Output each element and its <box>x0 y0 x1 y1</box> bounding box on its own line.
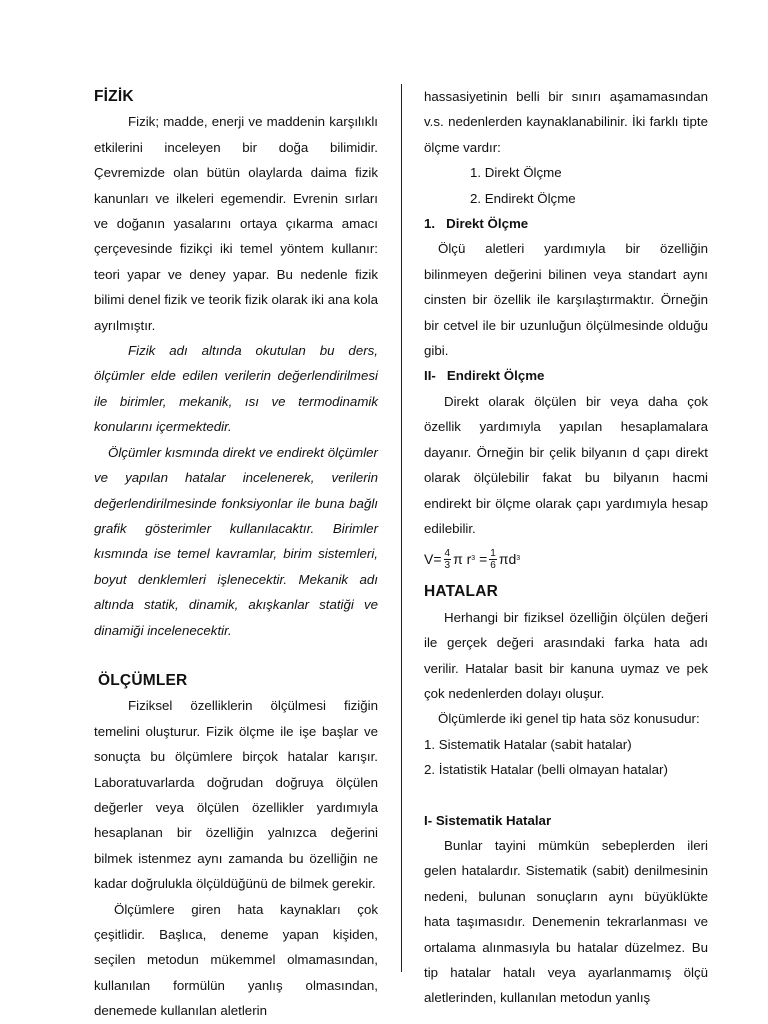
fraction-numerator: 4 <box>444 547 451 559</box>
paragraph-error-sources-cont: hassasiyetinin belli bir sınırı aşamamasından v.s. nedenlerden kaynaklanabilinir. İki farklı tipte ölçme vardır: <box>424 89 708 155</box>
column-divider <box>401 84 402 972</box>
volume-formula <box>424 545 708 573</box>
list-item-direkt: 1. Direkt Ölçme <box>470 165 562 181</box>
fraction-four-thirds <box>444 548 452 571</box>
heading-direkt-olcme: 1. Direkt Ölçme <box>424 216 529 232</box>
left-column <box>94 84 378 1024</box>
list-item-istatistik: 2. İstatistik Hatalar (belli olmayan hatalar) <box>424 762 668 778</box>
right-column <box>424 84 708 1011</box>
fraction-denominator: 6 <box>490 559 496 571</box>
spacer <box>94 643 378 668</box>
section-title-hatalar: HATALAR <box>424 583 499 601</box>
list-item-sistematik: 1. Sistematik Hatalar (sabit hatalar) <box>424 736 632 752</box>
fraction-numerator: 1 <box>490 547 496 559</box>
fraction-one-sixth <box>489 548 497 571</box>
formula-pi-d: πd <box>498 551 517 568</box>
section-title-olcumler: ÖLÇÜMLER <box>98 671 188 689</box>
paragraph-hata-types: Ölçümlerde iki genel tip hata söz konusudur: <box>438 711 700 727</box>
paragraph-olcumler-intro: Fiziksel özelliklerin ölçülmesi fiziğin temelini oluşturur. Fizik ölçme ile işe başlar ve sonuçta bu ölçümlere birçok hatalar karışır. Laboratuvarlarda doğrudan doğruya ölçülen değerler veya ölçülen özellikler yardımıyla hesaplanan bir özelliğin yalnızca değerini bilmek istenmez aynı zamanda bu özelliğin ne kadar doğrulukla ölçüldüğünü de bilmek gerekir. <box>94 698 378 892</box>
paragraph-direkt-olcme: Ölçü aletleri yardımıyla bir özelliğin bilinmeyen değerini bilinen veya standart aynı cinsten bir özellik ile karşılaştırmaktır. Örneğin bir cetvel ile bir uzunluğun ölçülmesinde olduğu gibi. <box>424 241 708 359</box>
section-title-fizik: FİZİK <box>94 88 134 105</box>
heading-sistematik-hatalar: I- Sistematik Hatalar <box>424 812 552 828</box>
formula-equals: = <box>475 551 488 568</box>
formula-lhs: V= <box>424 551 442 568</box>
heading-endirekt-olcme: II- Endirekt Ölçme <box>424 368 545 384</box>
paragraph-fizik-intro: Fizik; madde, enerji ve maddenin karşılıklı etkilerini inceleyen bir doğa bilimidir. Çevremizde olan bütün olaylarda daima fizik kanunları ve ilkeleri egemendir. Evrenin sırları ve doğanın yasalarını ortaya çıkarma amacı çerçevesinde fizikçi iki temel yöntem kullanır: teori yapar ve deney yapar. Bu nedenle fizik bilimi denel fizik ve teorik fizik olarak iki ana kola ayrılmıştır. <box>94 114 378 333</box>
formula-exponent: 3 <box>471 555 476 563</box>
fraction-denominator: 3 <box>444 559 451 571</box>
paragraph-endirekt-olcme: Direkt olarak ölçülen bir veya daha çok özellik yardımıyla yapılan hesaplamalara dayanır. Örneğin bir çelik bilyanın d çapı direkt olarak ölçülebilir fakat bu bilyanın hacmi endirekt bir ölçme olarak çapı yardımıyla hesap edilebilir. <box>424 393 708 536</box>
formula-pi-r: π r <box>453 551 472 568</box>
list-item-endirekt: 2. Endirekt Ölçme <box>470 190 576 206</box>
paragraph-course-outline: Ölçümler kısmında direkt ve endirekt ölçümler ve yapılan hatalar incelenerek, verilerin değerlendirilmesinde fonksiyonlar ile buna bağlı grafik gösterimler kullanılacaktır. Birimler kısmında ise temel kavramlar, birim sistemleri, boyut denklemleri işlenecektir. Mekanik adı altında statik, dinamik, akışkanlar statiği ve dinamiği incelenecektir. <box>94 444 378 638</box>
paragraph-course-scope: Fizik adı altında okutulan bu ders, ölçümler elde edilen verilerin değerlendirilmesi ile birimler, mekanik, ısı ve termodinamik konularını içermektedir. <box>94 343 378 435</box>
formula-exponent: 3 <box>516 555 521 563</box>
paragraph-hata-definition: Herhangi bir fiziksel özelliğin ölçülen değeri ile gerçek değeri arasındaki farka hata adı verilir. Hatalar basit bir kanuna uymaz ve pek çok nedenlerden dolayı oluşur. <box>424 609 708 701</box>
spacer <box>424 783 708 808</box>
paragraph-sistematik-hatalar: Bunlar tayini mümkün sebeplerden ileri gelen hatalardır. Sistematik (sabit) denilmesinin nedeni, bulunan sonuçların aynı büyüklükte hata taşımasıdır. Denemenin tekrarlanması ve ortalama alınmasıyla bu hatalar düzelmez. Bu tip hatalar hatalı veya ayarlanmamış ölçü aletlerinden, kullanılan metodun yanlış <box>424 837 708 1006</box>
paragraph-error-sources: Ölçümlere giren hata kaynakları çok çeşitlidir. Başlıca, deneme yapan kişiden, seçilen metodun mükemmel olmamasından, kullanılan formülün yanlış olmasından, denemede kullanılan aletlerin <box>94 901 378 1019</box>
